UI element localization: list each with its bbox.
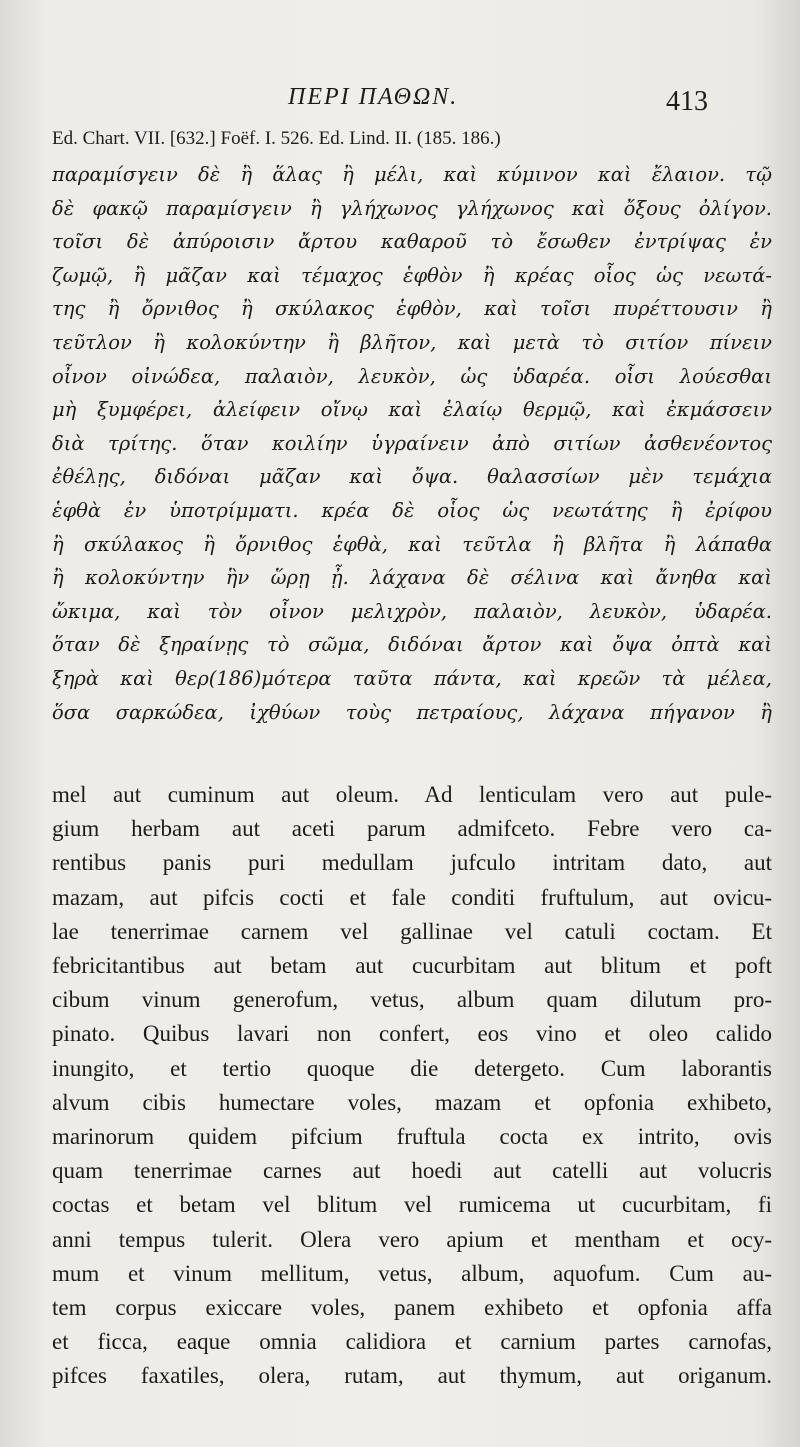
greek-line: ὤκιμα, καὶ τὸν οἶνον μελιχρὸν, παλαιὸν, λευκὸν, ὑδαρέα. — [52, 599, 772, 623]
latin-line: gium herbam aut aceti parum admifceto. Febre vero ca- — [52, 816, 772, 842]
greek-line: παραμίσγειν δὲ ἢ ἅλας ἢ μέλι, καὶ κύμινον καὶ ἔλαιον. τῷ — [52, 163, 772, 186]
greek-line: ἑφθὰ ἐν ὑποτρίμματι. κρέα δὲ οἷος ὡς νεωτάτης ἢ ἐρίφου — [52, 498, 772, 522]
greek-line: δὲ φακῷ παραμίσγειν ἢ γλήχωνος γλήχωνος καὶ ὄξους ὀλίγον. — [52, 196, 772, 220]
latin-line: tem corpus exiccare voles, panem exhibeto et opfonia affa — [52, 1295, 772, 1321]
greek-line: τεῦτλον ἢ κολοκύντην ἢ βλῆτον, καὶ μετὰ τὸ σιτίον πίνειν — [52, 330, 772, 354]
latin-line: pinato. Quibus lavari non confert, eos vino et oleo calido — [52, 1021, 772, 1047]
greek-line: διὰ τρίτης. ὅταν κοιλίην ὑγραίνειν ἀπὸ σιτίων ἀσθενέοντος — [52, 431, 772, 455]
greek-line: ἢ κολοκύντην ἣν ὥρῃ ᾖ. λάχανα δὲ σέλινα καὶ ἄνηθα καὶ — [52, 566, 772, 590]
latin-line: et ficca, eaque omnia calidiora et carnium partes carnofas, — [52, 1329, 772, 1355]
greek-line: ζωμῷ, ἢ μᾶζαν καὶ τέμαχος ἑφθὸν ἢ κρέας οἷος ὡς νεωτά- — [52, 263, 772, 287]
latin-line: mel aut cuminum aut oleum. Ad lenticulam vero aut pule- — [52, 782, 772, 807]
latin-line: coctas et betam vel blitum vel rumicema ut cucurbitam, fi — [52, 1192, 772, 1218]
latin-line: marinorum quidem pifcium fruftula cocta ex intrito, ovis — [52, 1124, 772, 1150]
greek-line: οἶνον οἰνώδεα, παλαιὸν, λευκὸν, ὡς ὑδαρέα. οἷσι λούεσθαι — [52, 364, 772, 388]
latin-line: anni tempus tulerit. Olera vero apium et mentham et ocy- — [52, 1226, 772, 1252]
latin-line: inungito, et tertio quoque die detergeto. Cum laborantis — [52, 1055, 772, 1081]
latin-line: febricitantibus aut betam aut cucurbitam aut blitum et poft — [52, 953, 772, 979]
latin-line: pifces faxatiles, olera, rutam, aut thymum, aut origanum. — [52, 1363, 772, 1389]
greek-line: ὅταν δὲ ξηραίνῃς τὸ σῶμα, διδόναι ἄρτον καὶ ὄψα ὀπτὰ καὶ — [52, 633, 772, 657]
latin-line: quam tenerrimae carnes aut hoedi aut catelli aut volucris — [52, 1158, 772, 1184]
latin-translation-block — [52, 778, 772, 1394]
greek-line: τοῖσι δὲ ἀπύροισιν ἄρτου καθαροῦ τὸ ἔσωθεν ἐντρίψας ἐν — [52, 230, 772, 254]
running-title: ΠΕΡΙ ΠΑΘΩΝ. — [288, 84, 459, 110]
latin-line: mazam, aut pifcis cocti et fale conditi fruftulum, aut ovicu- — [52, 884, 772, 910]
greek-line: ὅσα σαρκώδεα, ἰχθύων τοὺς πετραίους, λάχανα πήγανον ἢ — [52, 700, 772, 724]
greek-line: ἐθέλῃς, διδόναι μᾶζαν καὶ ὄψα. θαλασσίων μὲν τεμάχια — [52, 465, 772, 489]
greek-line: ξηρὰ καὶ θερ(186)μότερα ταῦτα πάντα, καὶ κρεῶν τὰ μέλεα, — [52, 666, 772, 690]
page-number: 413 — [666, 86, 708, 117]
greek-text-block — [52, 158, 772, 729]
edition-reference-line: Ed. Chart. VII. [632.] Foëf. I. 526. Ed. Lind. II. (185. 186.) — [52, 128, 501, 149]
greek-line: της ἢ ὄρνιθος ἢ σκύλακος ἑφθὸν, καὶ τοῖσι πυρέττουσιν ἢ — [52, 297, 772, 321]
greek-line: ἢ σκύλακος ἢ ὄρνιθος ἑφθὰ, καὶ τεῦτλα ἢ βλῆτα ἢ λάπαθα — [52, 532, 772, 556]
latin-line: mum et vinum mellitum, vetus, album, aquofum. Cum au- — [52, 1260, 772, 1286]
greek-line: μὴ ξυμφέρει, ἀλείφειν οἴνῳ καὶ ἐλαίῳ θερμῷ, καὶ ἐκμάσσειν — [52, 398, 772, 422]
latin-line: lae tenerrimae carnem vel gallinae vel catuli coctam. Et — [52, 918, 772, 944]
latin-line: cibum vinum generofum, vetus, album quam dilutum pro- — [52, 987, 772, 1013]
latin-line: alvum cibis humectare voles, mazam et opfonia exhibeto, — [52, 1089, 772, 1115]
latin-line: rentibus panis puri medullam jufculo intritam dato, aut — [52, 850, 772, 876]
